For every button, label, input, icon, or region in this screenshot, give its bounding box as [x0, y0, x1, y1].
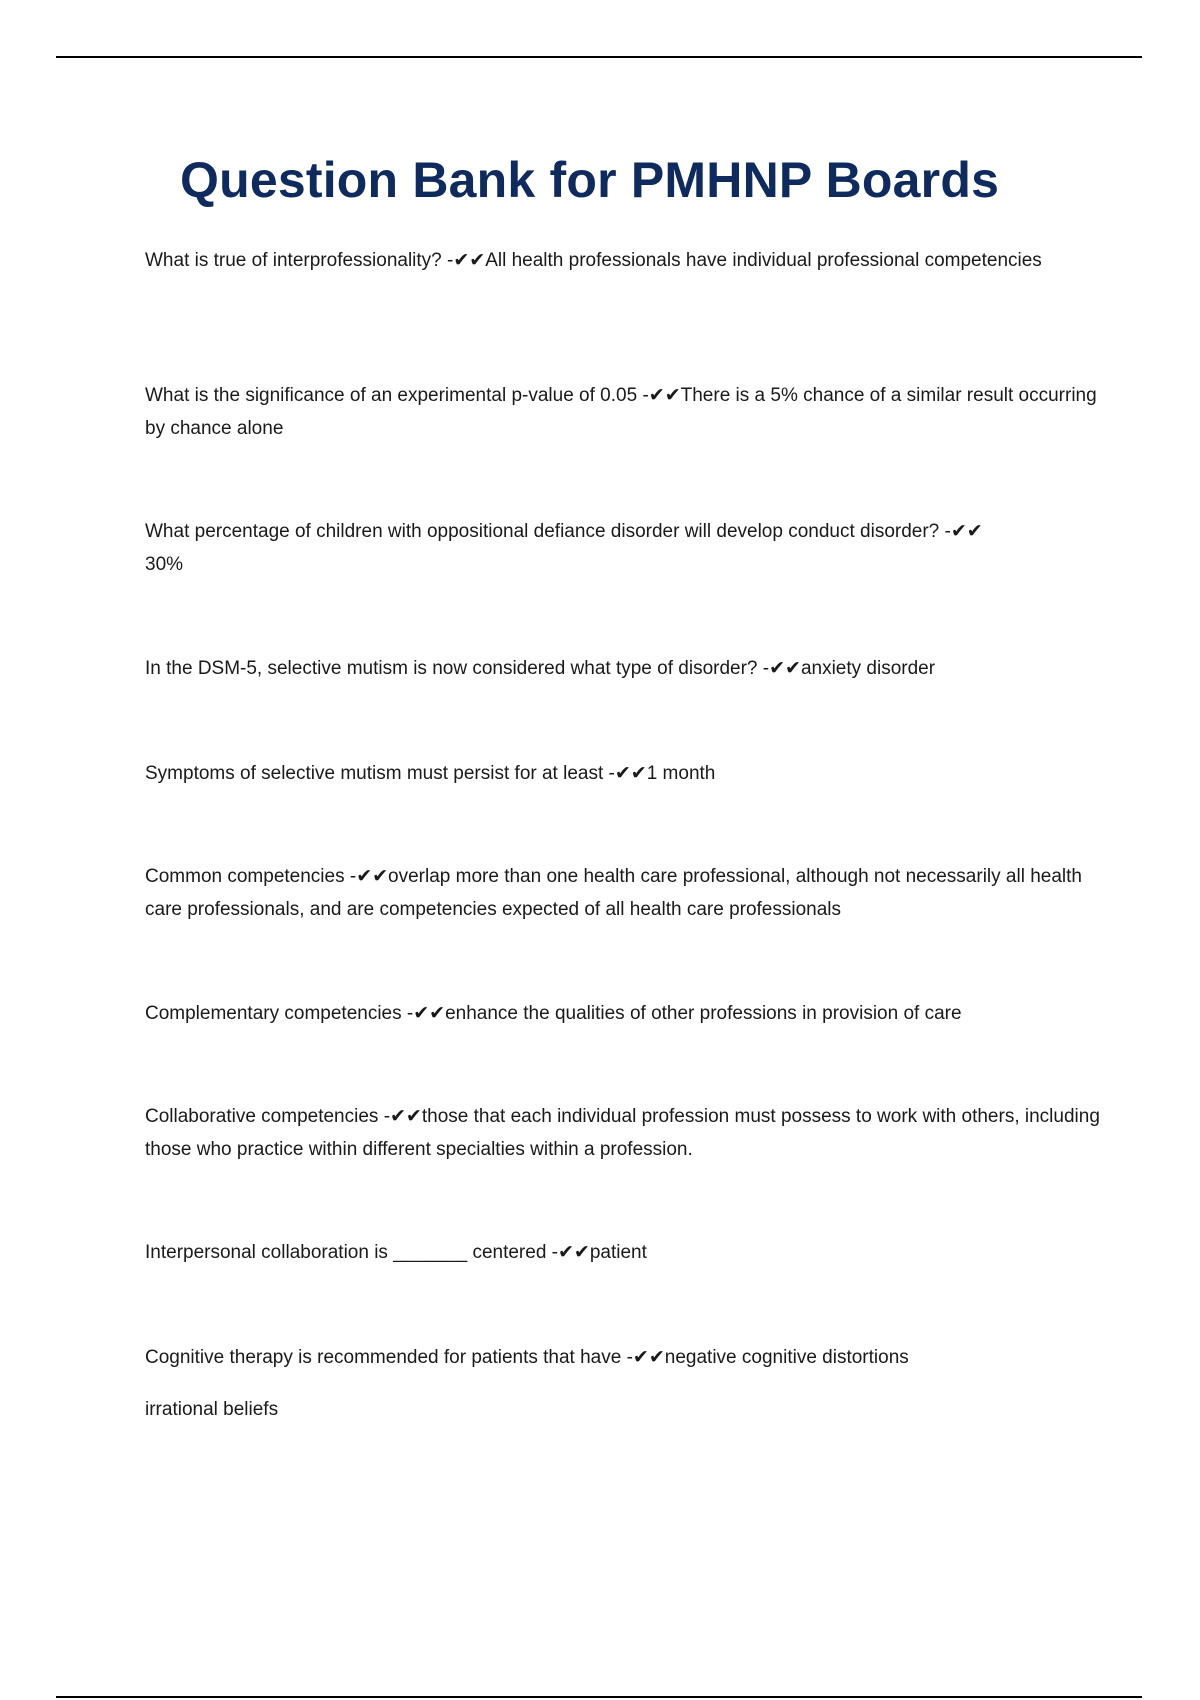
qa-item: [145, 1100, 1105, 1166]
qa-item: [145, 860, 1105, 926]
bottom-divider: [56, 1696, 1142, 1698]
answer-text: patient: [589, 1242, 647, 1263]
qa-item: [145, 757, 1105, 790]
check-separator: -✔✔: [944, 521, 983, 542]
question-text: What percentage of children with oppositional defiance disorder will develop conduct disorder?: [145, 521, 940, 542]
answer-text: negative cognitive distortions: [664, 1347, 909, 1368]
question-text: Interpersonal collaboration is _______ centered: [145, 1242, 547, 1263]
question-text: Collaborative competencies: [145, 1106, 379, 1127]
check-separator: -✔✔: [349, 866, 389, 887]
qa-item: [145, 1341, 1105, 1374]
page-title: Question Bank for PMHNP Boards: [180, 152, 1000, 208]
question-text: What is true of interprofessionality?: [145, 250, 442, 271]
check-separator: -✔✔: [762, 658, 801, 679]
question-text: Common competencies: [145, 866, 345, 887]
answer-continuation: irrational beliefs: [145, 1399, 279, 1420]
answer-text: enhance the qualities of other professions in provision of care: [445, 1003, 962, 1024]
qa-item: [145, 244, 1105, 277]
question-text: Cognitive therapy is recommended for patients that have: [145, 1347, 622, 1368]
check-separator: -✔✔: [447, 250, 486, 271]
check-separator: -✔✔: [551, 1242, 590, 1263]
answer-text: anxiety disorder: [800, 658, 936, 679]
check-separator: -✔✔: [608, 763, 647, 784]
qa-item: [145, 515, 1105, 581]
answer-text: All health professionals have individual professional competencies: [485, 250, 1042, 271]
check-separator: -✔✔: [383, 1106, 422, 1127]
check-separator: -✔✔: [642, 385, 681, 406]
question-text: In the DSM-5, selective mutism is now considered what type of disorder?: [145, 658, 758, 679]
answer-text: 30%: [145, 554, 184, 575]
check-separator: -✔✔: [406, 1003, 446, 1024]
top-divider: [56, 56, 1142, 58]
answer-text: There is a 5% chance of a similar result occurring by chance alone: [145, 385, 1097, 439]
question-text: What is the significance of an experimental p-value of 0.05: [145, 385, 638, 406]
qa-item: [145, 1236, 1105, 1269]
answer-text: overlap more than one health care professional, although not necessarily all health care professionals, and are competencies expected of all health care professionals: [145, 866, 1082, 920]
qa-item: [145, 379, 1105, 445]
answer-text: those that each individual profession must possess to work with others, including those who practice within different specialties within a profession.: [145, 1106, 1100, 1160]
check-separator: -✔✔: [626, 1347, 665, 1368]
question-text: Complementary competencies: [145, 1003, 402, 1024]
qa-item: [145, 652, 1105, 685]
question-text: Symptoms of selective mutism must persist for at least: [145, 763, 604, 784]
qa-item: [145, 997, 1105, 1030]
answer-text: 1 month: [646, 763, 716, 784]
